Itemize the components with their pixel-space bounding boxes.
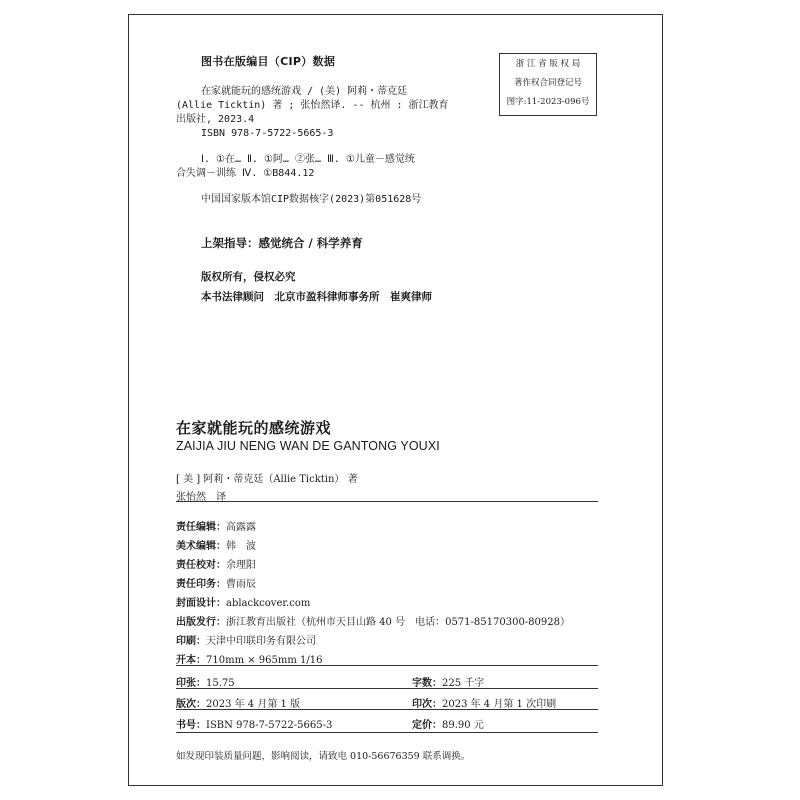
spec-label: 印次： — [412, 699, 442, 710]
cip-classification-1: Ⅰ. ①在… Ⅱ. ①阿… ②张… Ⅲ. ①儿童－感觉统 — [201, 154, 415, 165]
spec-value: 15.75 — [206, 678, 235, 689]
credit-label: 责任编辑： — [176, 522, 226, 533]
credit-value: 浙江教育出版社（杭州市天目山路 40 号 电话：0571-85170300-80928） — [226, 617, 570, 628]
divider-top — [176, 501, 598, 502]
credit-row — [176, 591, 310, 610]
spec-label: 版次： — [176, 699, 206, 710]
credit-value: 韩 波 — [226, 541, 256, 552]
spec-label: 印刷： — [176, 636, 206, 647]
stamp-line-1: 浙 江 省 版 权 局 — [515, 59, 581, 69]
spec-price — [412, 713, 484, 732]
spec-value: 710mm × 965mm 1/16 — [206, 655, 323, 666]
cip-isbn: ISBN 978-7-5722-5665-3 — [201, 128, 334, 139]
spec-isbn — [176, 713, 332, 732]
book-title: 在家就能玩的感统游戏 — [176, 419, 332, 437]
credit-label: 美术编辑： — [176, 541, 226, 552]
shelving-guide: 上架指导：感觉统合 / 科学养育 — [201, 236, 363, 250]
divider-specs-2 — [176, 688, 598, 689]
spec-value: ISBN 978-7-5722-5665-3 — [206, 720, 333, 731]
spec-value: 89.90 元 — [442, 720, 484, 731]
divider-bottom — [176, 732, 598, 733]
book-title-pinyin: ZAIJIA JIU NENG WAN DE GANTONG YOUXI — [176, 439, 440, 453]
spec-printer — [176, 629, 316, 648]
cip-line-2: (Allie Ticktin) 著 ; 张怡然译. -- 杭州 : 浙江教育 — [176, 100, 449, 111]
copyright-registration-stamp — [499, 53, 597, 116]
credit-value: ablackcover.com — [226, 598, 311, 609]
credit-label: 责任印务： — [176, 579, 226, 590]
credit-label: 封面设计： — [176, 598, 226, 609]
credit-row — [176, 553, 256, 572]
credit-label: 出版发行： — [176, 617, 226, 628]
cip-national-number: 中国国家版本馆CIP数据核字(2023)第051628号 — [201, 194, 422, 205]
cip-header: 图书在版编目（CIP）数据 — [201, 55, 336, 68]
spec-value: 天津中印联印务有限公司 — [206, 636, 316, 647]
copyright-page — [128, 14, 663, 786]
credit-value: 余理阳 — [226, 560, 256, 571]
stamp-line-2: 著作权合同登记号 — [513, 78, 582, 88]
spec-label: 印张： — [176, 678, 206, 689]
spec-label: 书号： — [176, 720, 206, 731]
spec-label: 定价： — [412, 720, 442, 731]
book-translator: 张怡然 译 — [176, 492, 226, 503]
quality-notice: 如发现印装质量问题，影响阅读，请致电 010-56676359 联系调换。 — [176, 751, 471, 762]
spec-label: 字数： — [412, 678, 442, 689]
cip-line-1: 在家就能玩的感统游戏 / (美) 阿莉・蒂克廷 — [201, 86, 408, 97]
credit-value: 高露露 — [226, 522, 256, 533]
cip-line-3: 出版社, 2023.4 — [176, 114, 255, 125]
credit-row — [176, 534, 256, 553]
cip-classification-2: 合失调－训练 Ⅳ. ①B844.12 — [176, 168, 315, 179]
credit-row — [176, 572, 256, 591]
stamp-line-3: 图字:11-2023-096号 — [506, 97, 590, 107]
divider-specs-1 — [176, 665, 598, 666]
spec-value: 2023 年 4 月第 1 次印刷 — [442, 699, 557, 710]
credit-value: 曹雨辰 — [226, 579, 256, 590]
spec-value: 225 千字 — [442, 678, 485, 689]
credit-row — [176, 610, 570, 629]
spec-label: 开本： — [176, 655, 206, 666]
spec-value: 2023 年 4 月第 1 版 — [206, 699, 301, 710]
legal-counsel: 本书法律顾问 北京市盈科律师事务所 崔爽律师 — [201, 291, 432, 303]
rights-reserved: 版权所有，侵权必究 — [201, 271, 296, 283]
credit-label: 责任校对： — [176, 560, 226, 571]
book-author: [ 美 ] 阿莉・蒂克廷（Allie Ticktin） 著 — [176, 474, 358, 485]
credit-row — [176, 515, 256, 534]
divider-specs-3 — [176, 709, 598, 710]
